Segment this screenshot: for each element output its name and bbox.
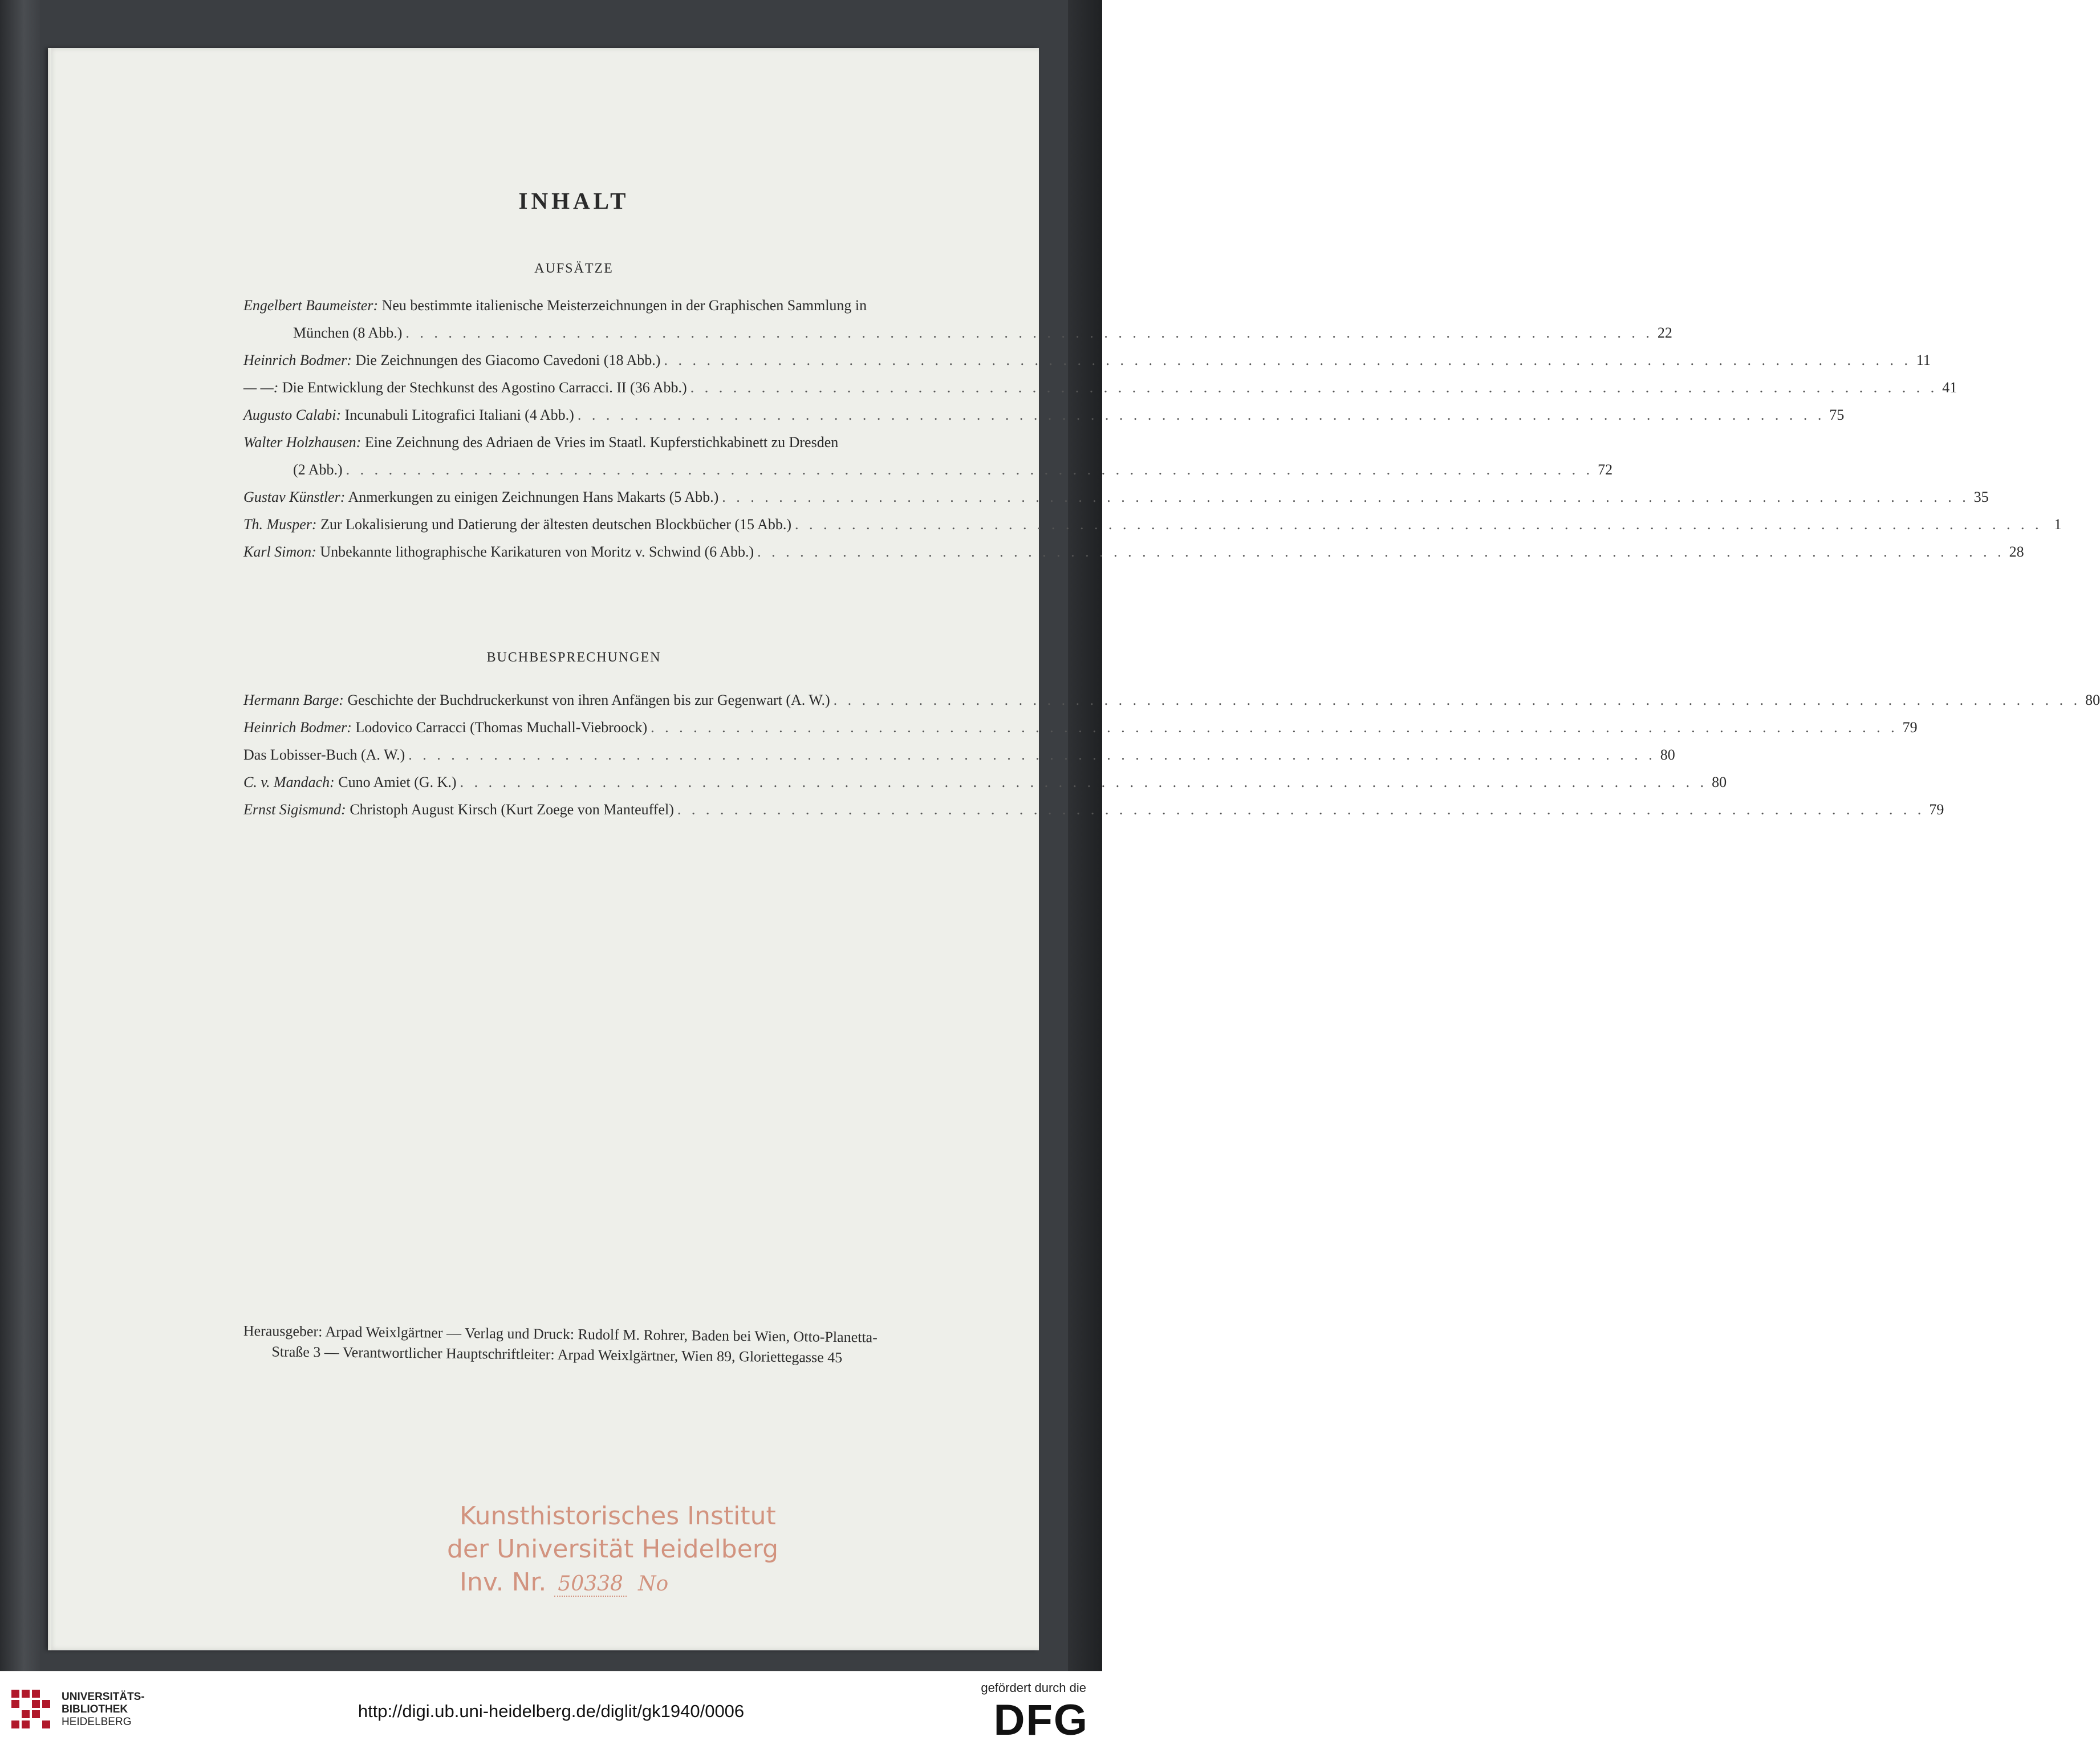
toc-author: Ernst Sigismund: bbox=[243, 801, 346, 818]
toc-entry[interactable] bbox=[243, 429, 1613, 484]
toc-page-number: 35 bbox=[1973, 489, 1989, 505]
toc-list-aufsaetze bbox=[243, 292, 2062, 566]
dot-leader bbox=[460, 769, 1704, 796]
toc-title: Unbekannte lithographische Karikaturen von Moritz v. Schwind (6 Abb.) bbox=[320, 543, 754, 560]
library-name-line-2: BIBLIOTHEK bbox=[62, 1703, 128, 1715]
toc-page-number: 79 bbox=[1902, 719, 1918, 736]
toc-entry[interactable] bbox=[243, 401, 1845, 429]
toc-title-continuation: München (8 Abb.) bbox=[293, 324, 403, 341]
toc-title: Incunabuli Litografici Italiani (4 Abb.) bbox=[344, 407, 574, 423]
toc-entry[interactable] bbox=[243, 347, 1931, 374]
imprint-line-1: Herausgeber: Arpad Weixlgärtner — Verlag und Druck: Rudolf M. Rohrer, Baden bei Wien, Otto-Planetta- bbox=[243, 1322, 878, 1346]
toc-page-number: 41 bbox=[1942, 379, 1957, 396]
toc-title: Neu bestimmte italienische Meisterzeichnungen in der Graphischen Sammlung in bbox=[381, 297, 867, 314]
stamp-line-2: der Universität Heidelberg bbox=[447, 1535, 779, 1564]
dot-leader bbox=[757, 538, 2001, 566]
toc-title: Lodovico Carracci (Thomas Muchall-Viebroock) bbox=[355, 719, 648, 736]
toc-title: Die Zeichnungen des Giacomo Cavedoni (18 Abb.) bbox=[355, 352, 661, 368]
toc-author: — —: bbox=[243, 379, 279, 396]
dot-leader bbox=[578, 401, 1822, 429]
stamp-inventory-number: 50338 bbox=[554, 1572, 627, 1597]
toc-author: Heinrich Bodmer: bbox=[243, 719, 352, 736]
toc-entry[interactable] bbox=[243, 741, 1675, 769]
toc-author: C. v. Mandach: bbox=[243, 774, 335, 790]
toc-entry[interactable] bbox=[243, 538, 2024, 566]
toc-author: Augusto Calabi: bbox=[243, 407, 342, 423]
dot-leader bbox=[722, 484, 1966, 511]
toc-entry[interactable] bbox=[243, 292, 1672, 347]
toc-page-number: 11 bbox=[1916, 352, 1931, 368]
toc-author: Engelbert Baumeister: bbox=[243, 297, 379, 314]
toc-author: Karl Simon: bbox=[243, 543, 316, 560]
toc-entry[interactable] bbox=[243, 687, 2100, 714]
stamp-line-3 bbox=[433, 1566, 787, 1601]
stamp-line-1: Kunsthistorisches Institut bbox=[460, 1502, 776, 1531]
toc-author: Heinrich Bodmer: bbox=[243, 352, 352, 368]
permalink-url[interactable]: http://digi.ub.uni-heidelberg.de/diglit/gk1940/0006 bbox=[358, 1701, 745, 1721]
toc-page-number: 80 bbox=[1712, 774, 1727, 790]
toc-page-number: 75 bbox=[1829, 407, 1845, 423]
dot-leader bbox=[651, 714, 1895, 741]
toc-title: Christoph August Kirsch (Kurt Zoege von Manteuffel) bbox=[350, 801, 674, 818]
toc-entry[interactable] bbox=[243, 484, 1989, 511]
toc-page-number: 79 bbox=[1929, 801, 1944, 818]
toc-page-number: 80 bbox=[2085, 692, 2100, 708]
toc-author: Gustav Künstler: bbox=[243, 489, 346, 505]
toc-page-number: 80 bbox=[1660, 746, 1675, 763]
institute-stamp bbox=[433, 1500, 787, 1601]
toc-page-number: 72 bbox=[1598, 461, 1613, 478]
toc-title: Zur Lokalisierung und Datierung der ältesten deutschen Blockbücher (15 Abb.) bbox=[320, 516, 792, 533]
dot-leader bbox=[405, 319, 1650, 347]
stamp-inv-label: Inv. Nr. bbox=[460, 1568, 547, 1597]
toc-entry[interactable] bbox=[243, 374, 1957, 401]
dot-leader bbox=[408, 741, 1652, 769]
imprint-line-2: Straße 3 — Verantwortlicher Hauptschriftleiter: Arpad Weixlgärtner, Wien 89, Gloriettegasse 45 bbox=[271, 1343, 843, 1366]
toc-title-continuation: (2 Abb.) bbox=[293, 461, 343, 478]
sponsor-caption: gefördert durch die bbox=[981, 1681, 1086, 1695]
toc-list-buchbesprechungen bbox=[243, 687, 2100, 823]
toc-entry[interactable] bbox=[243, 714, 1918, 741]
toc-title: Cuno Amiet (G. K.) bbox=[338, 774, 457, 790]
toc-page-number: 22 bbox=[1657, 324, 1672, 341]
dot-leader bbox=[834, 687, 2078, 714]
toc-page-number: 28 bbox=[2009, 543, 2024, 560]
toc-title: Eine Zeichnung des Adriaen de Vries im Staatl. Kupferstichkabinett zu Dresden bbox=[364, 434, 839, 451]
toc-title: Die Entwicklung der Stechkunst des Agostino Carracci. II (36 Abb.) bbox=[282, 379, 687, 396]
section-heading-aufsaetze: AUFSÄTZE bbox=[534, 261, 614, 276]
dfg-logo[interactable]: DFG bbox=[993, 1696, 1088, 1744]
stamp-handwritten-suffix: No bbox=[637, 1572, 669, 1596]
toc-entry[interactable] bbox=[243, 769, 1727, 796]
dot-leader bbox=[690, 374, 1935, 401]
dot-leader bbox=[346, 456, 1590, 484]
dot-leader bbox=[677, 796, 1922, 823]
toc-title: Das Lobisser-Buch (A. W.) bbox=[243, 746, 405, 763]
section-heading-buchbesprechungen: BUCHBESPRECHUNGEN bbox=[486, 650, 661, 665]
library-name-line-1: UNIVERSITÄTS- bbox=[62, 1691, 145, 1703]
page-title: INHALT bbox=[518, 188, 629, 214]
toc-title: Geschichte der Buchdruckerkunst von ihren Anfängen bis zur Gegenwart (A. W.) bbox=[347, 692, 830, 708]
toc-author: Th. Musper: bbox=[243, 516, 317, 533]
toc-page-number: 1 bbox=[2054, 516, 2062, 533]
toc-entry[interactable] bbox=[243, 796, 1944, 823]
digitization-footer bbox=[0, 1671, 1102, 1749]
imprint bbox=[243, 1321, 1076, 1370]
toc-author: Walter Holzhausen: bbox=[243, 434, 361, 451]
library-name-line-3: HEIDELBERG bbox=[62, 1716, 132, 1728]
toc-entry[interactable] bbox=[243, 511, 2062, 538]
dot-leader bbox=[795, 511, 2039, 538]
toc-author: Hermann Barge: bbox=[243, 692, 344, 708]
toc-title: Anmerkungen zu einigen Zeichnungen Hans Makarts (5 Abb.) bbox=[348, 489, 719, 505]
dot-leader bbox=[664, 347, 1908, 374]
